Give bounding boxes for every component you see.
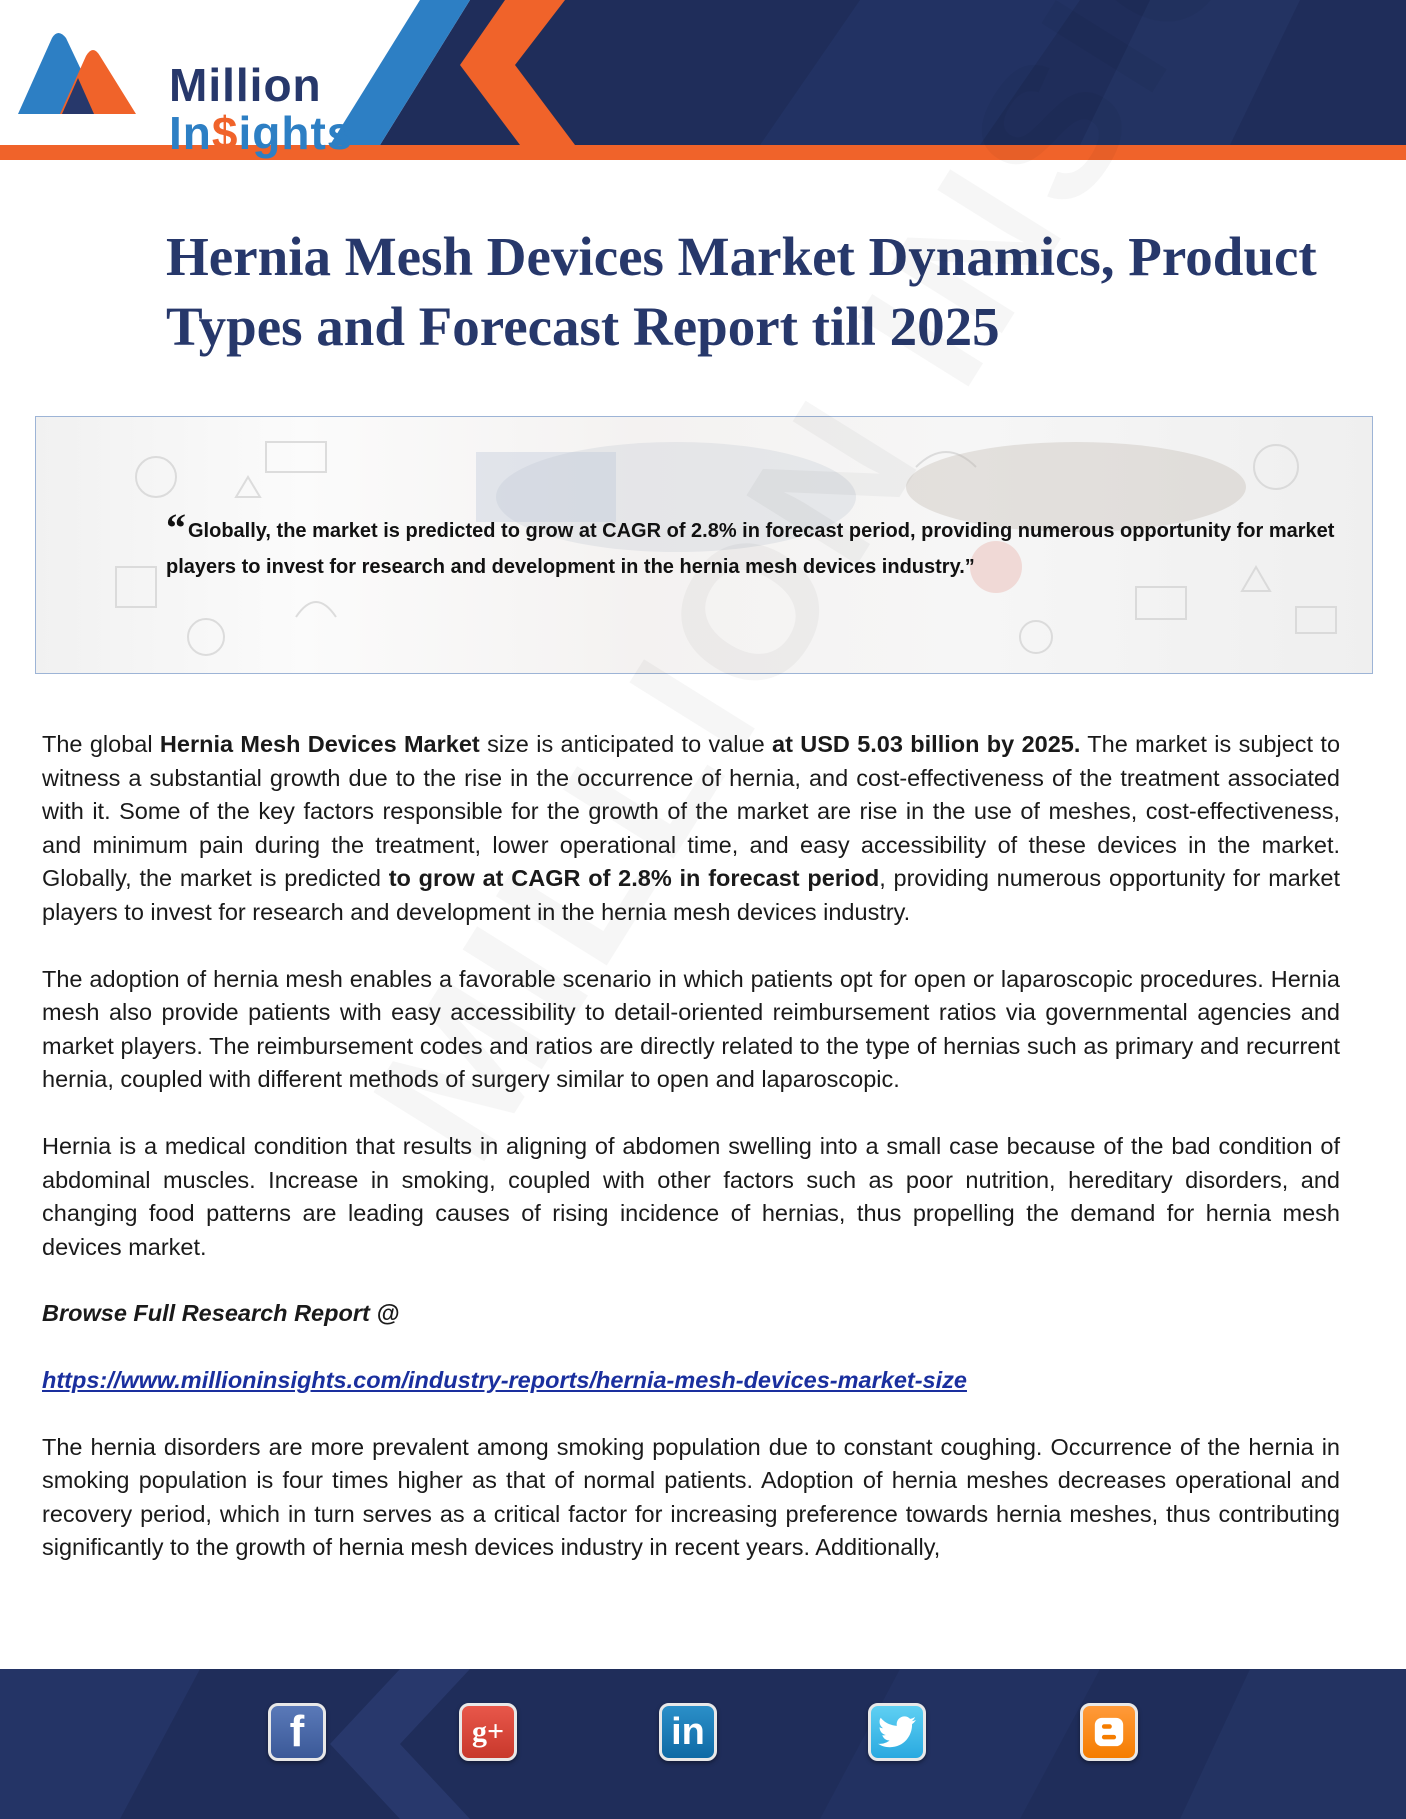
brand-wordmark [169,59,354,159]
p1-bold-cagr: to grow at CAGR of 2.8% in forecast period [388,865,880,892]
brand-line-2-pre: In [169,107,212,159]
blogger-icon[interactable] [1080,1703,1138,1761]
paragraph-4: The hernia disorders are more prevalent among smoking population due to constant coughing. Occurrence of the hernia in smoking population is four times higher as that of normal patients. Adoption of hernia meshes decreases operational and recovery period, which in turn serves as a critical factor for increasing preference towards hernia meshes, thus contributing significantly to the growth of hernia mesh devices industry in recent years. Additionally, [42,1433,1340,1561]
p1-bold-value: at USD 5.03 billion by 2025. [772,731,1081,757]
facebook-glyph: f [289,1707,305,1756]
brand-mark-icon [14,30,139,120]
browse-heading: Browse Full Research Report @ [42,1300,400,1327]
blogger-b-icon [1092,1715,1126,1749]
google-plus-icon[interactable] [459,1703,517,1761]
quote-mark: “ [166,505,186,550]
p1-text-3: The market is subject to witness a substantial growth due to the rise in the occurrence of hernia, and cost-effectiveness of the treatment associated with it. Some of the key factors responsible for the growth of the market are rise in the use of meshes, cost-effectiveness, and minimum pain during the treatment, lower operational time, and easy accessibility of these devices in the market. Globally, the market is predicted [42,731,1341,892]
brand-dollar: $ [211,107,239,159]
brand-line-2 [169,107,354,159]
p1-bold-market-name: Hernia Mesh Devices Market [159,731,480,757]
twitter-icon[interactable] [868,1703,926,1761]
linkedin-glyph: in [671,1710,705,1753]
p1-text-2: size is anticipated to value [479,731,773,757]
brand-logo[interactable] [14,30,354,159]
twitter-bird-icon [878,1716,916,1748]
facebook-icon[interactable] [268,1703,326,1761]
linkedin-icon[interactable] [659,1703,717,1761]
paragraph-3: Hernia is a medical condition that results in aligning of abdomen swelling into a small case because of the bad condition of abdominal muscles. Increase in smoking, coupled with other factors such as poor nutrition, hereditary disorders, and changing food patterns are leading causes of rising incidence of hernias, thus propelling the demand for hernia mesh devices market. [42,1132,1340,1260]
article-body [42,728,1340,1598]
page-title: Hernia Mesh Devices Market Dynamics, Product Types and Forecast Report till 2025 [166,226,1317,357]
report-link-line [42,1364,1340,1398]
report-link[interactable]: https://www.millioninsights.com/industry-reports/hernia-mesh-devices-market-size [42,1366,967,1393]
banner-quote-text: Globally, the market is predicted to grow at CAGR of 2.8% in forecast period, providing numerous opportunity for market players to invest for research and development in the hernia mesh devices industry.” [166,520,1335,578]
google-plus-glyph: g+ [471,1715,505,1748]
paragraph-1 [42,728,1340,930]
p1-text-1: The global [42,731,160,757]
paragraph-2: The adoption of hernia mesh enables a favorable scenario in which patients opt for open or laparoscopic procedures. Hernia mesh also provide patients with easy accessibility to detail-oriented reimbursement ratios via governmental agencies and market players. The reimbursement codes and ratios are directly related to the type of hernias such as primary and recurrent hernia, coupled with different methods of surgery similar to open and laparoscopic. [42,965,1340,1093]
brand-line-1: Million [169,59,322,111]
p1-text-4: , providing numerous opportunity for market players to invest for research and development in the hernia mesh devices industry. [42,865,1341,925]
brand-line-2-post: ights [238,107,354,159]
